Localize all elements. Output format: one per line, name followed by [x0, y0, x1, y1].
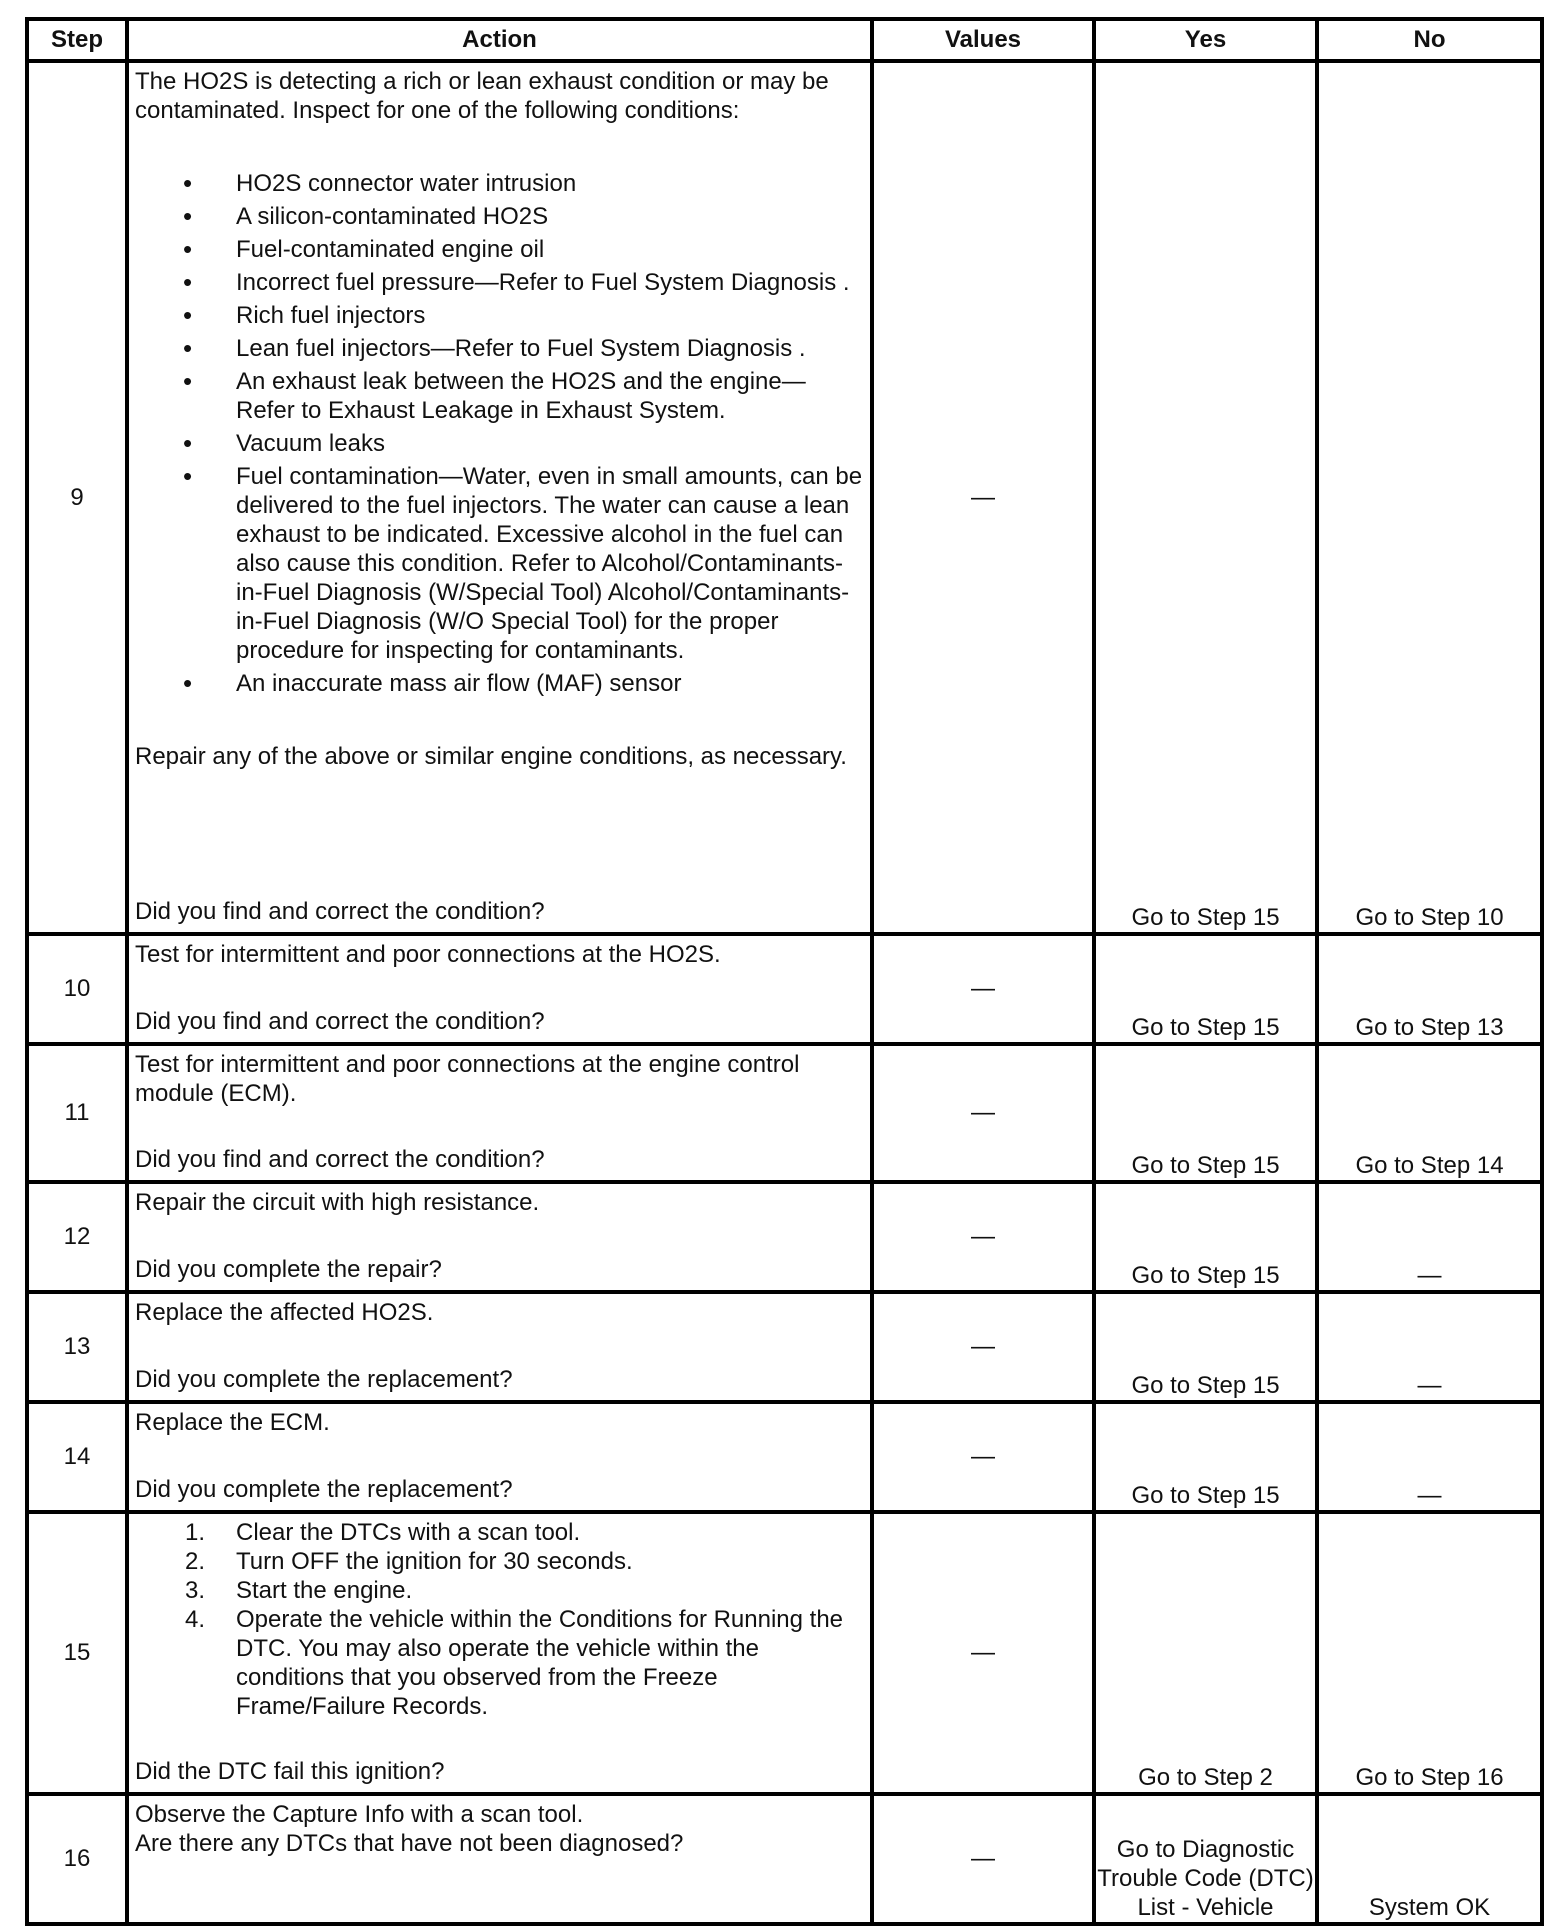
table-row [27, 934, 1542, 1044]
no-cell: Go to Step 14 [1317, 1044, 1542, 1182]
action-repair: Repair any of the above or similar engine conditions, as necessary. [135, 743, 847, 770]
action-cell [127, 1044, 872, 1182]
action-intro: The HO2S is detecting a rich or lean exhaust condition or may be contaminated. Inspect for one of the following conditions: [135, 68, 829, 124]
yes-cell: Go to Step 15 [1094, 1044, 1317, 1182]
action-cell [127, 934, 872, 1044]
no-cell: — [1317, 1402, 1542, 1512]
action-question: Did you find and correct the condition? [135, 1146, 545, 1173]
step-text: Clear the DTCs with a scan tool. [236, 1519, 581, 1546]
yes-cell: Go to Step 15 [1094, 1292, 1317, 1402]
step-index: 3. [185, 1577, 206, 1604]
procedure-list [135, 1518, 864, 1721]
yes-cell: Go to Step 15 [1094, 934, 1317, 1044]
list-item: • Vacuum leaks [135, 429, 864, 458]
condition-list [135, 169, 864, 698]
step-number: 10 [27, 934, 127, 1044]
list-item [135, 1605, 864, 1721]
table-row [27, 1794, 1542, 1924]
action-cell [127, 1512, 872, 1794]
yes-cell: Go to Step 15 [1094, 1402, 1317, 1512]
action-intro: Observe the Capture Info with a scan tool. [135, 1801, 584, 1828]
no-cell: Go to Step 10 [1317, 61, 1542, 934]
values-cell: — [872, 1512, 1094, 1794]
step-number: 12 [27, 1182, 127, 1292]
action-intro: Test for intermittent and poor connections at the HO2S. [135, 941, 721, 968]
table-row [27, 61, 1542, 934]
yes-cell: Go to Step 15 [1094, 1182, 1317, 1292]
action-question: Did the DTC fail this ignition? [135, 1758, 445, 1785]
yes-cell: Go to Diagnostic Trouble Code (DTC) List - Vehicle [1094, 1794, 1317, 1924]
no-cell: System OK [1317, 1794, 1542, 1924]
step-number: 14 [27, 1402, 127, 1512]
values-cell: — [872, 934, 1094, 1044]
values-cell: — [872, 1292, 1094, 1402]
list-item: • HO2S connector water intrusion [135, 169, 864, 198]
table-row [27, 1402, 1542, 1512]
list-item: • Lean fuel injectors—Refer to Fuel System Diagnosis . [135, 334, 864, 363]
header-no: No [1317, 19, 1542, 61]
step-index: 4. [185, 1606, 206, 1633]
action-question: Did you find and correct the condition? [135, 898, 545, 925]
step-number: 16 [27, 1794, 127, 1924]
yes-cell: Go to Step 15 [1094, 61, 1317, 934]
step-text: Start the engine. [236, 1577, 413, 1604]
action-intro: Repair the circuit with high resistance. [135, 1189, 540, 1216]
table-row [27, 1512, 1542, 1794]
action-question: Did you complete the replacement? [135, 1366, 513, 1393]
no-cell: Go to Step 13 [1317, 934, 1542, 1044]
list-item: • Incorrect fuel pressure—Refer to Fuel System Diagnosis . [135, 268, 864, 297]
list-item: • A silicon-contaminated HO2S [135, 202, 864, 231]
step-number: 15 [27, 1512, 127, 1794]
no-cell: Go to Step 16 [1317, 1512, 1542, 1794]
values-cell: — [872, 1044, 1094, 1182]
no-cell: — [1317, 1182, 1542, 1292]
header-row [27, 19, 1542, 61]
action-intro: Replace the affected HO2S. [135, 1299, 434, 1326]
list-item [135, 1518, 864, 1547]
list-item [135, 1547, 864, 1576]
values-cell: — [872, 1402, 1094, 1512]
step-number: 9 [27, 61, 127, 934]
header-step: Step [27, 19, 127, 61]
action-question: Are there any DTCs that have not been diagnosed? [135, 1830, 684, 1857]
step-number: 11 [27, 1044, 127, 1182]
values-cell: — [872, 1182, 1094, 1292]
action-cell [127, 1182, 872, 1292]
step-index: 1. [185, 1519, 206, 1546]
list-item: • Rich fuel injectors [135, 301, 864, 330]
action-intro: Replace the ECM. [135, 1409, 330, 1436]
list-item: • An inaccurate mass air flow (MAF) sensor [135, 669, 864, 698]
values-cell: — [872, 1794, 1094, 1924]
list-item: • An exhaust leak between the HO2S and the engine—Refer to Exhaust Leakage in Exhaust System. [135, 367, 864, 425]
table-row [27, 1292, 1542, 1402]
step-text: Operate the vehicle within the Conditions for Running the DTC. You may also operate the vehicle within the conditions that you observed from the Freeze Frame/Failure Records. [236, 1606, 844, 1720]
header-yes: Yes [1094, 19, 1317, 61]
action-question: Did you complete the replacement? [135, 1476, 513, 1503]
yes-cell: Go to Step 2 [1094, 1512, 1317, 1794]
values-cell: — [872, 61, 1094, 934]
header-values: Values [872, 19, 1094, 61]
step-text: Turn OFF the ignition for 30 seconds. [236, 1548, 633, 1575]
action-cell [127, 61, 872, 934]
list-item [135, 1576, 864, 1605]
step-index: 2. [185, 1548, 206, 1575]
step-number: 13 [27, 1292, 127, 1402]
diagnostic-table [25, 17, 1544, 1926]
action-cell [127, 1402, 872, 1512]
no-cell: — [1317, 1292, 1542, 1402]
list-item: • Fuel contamination—Water, even in small amounts, can be delivered to the fuel injectors. The water can cause a lean exhaust to be indicated. Excessive alcohol in the fuel can also cause this condition. Refer to Alcohol/Contaminants-in-Fuel Diagnosis (W/Special Tool) Alcohol/Contaminants-in-Fuel Diagnosis (W/O Special Tool) for the proper procedure for inspecting for contaminants. [135, 462, 864, 665]
list-item: • Fuel-contaminated engine oil [135, 235, 864, 264]
action-question: Did you find and correct the condition? [135, 1008, 545, 1035]
action-question: Did you complete the repair? [135, 1256, 442, 1283]
table-row [27, 1044, 1542, 1182]
action-intro: Test for intermittent and poor connections at the engine control module (ECM). [135, 1051, 800, 1107]
action-cell [127, 1292, 872, 1402]
action-cell [127, 1794, 872, 1924]
header-action: Action [127, 19, 872, 61]
table-row [27, 1182, 1542, 1292]
